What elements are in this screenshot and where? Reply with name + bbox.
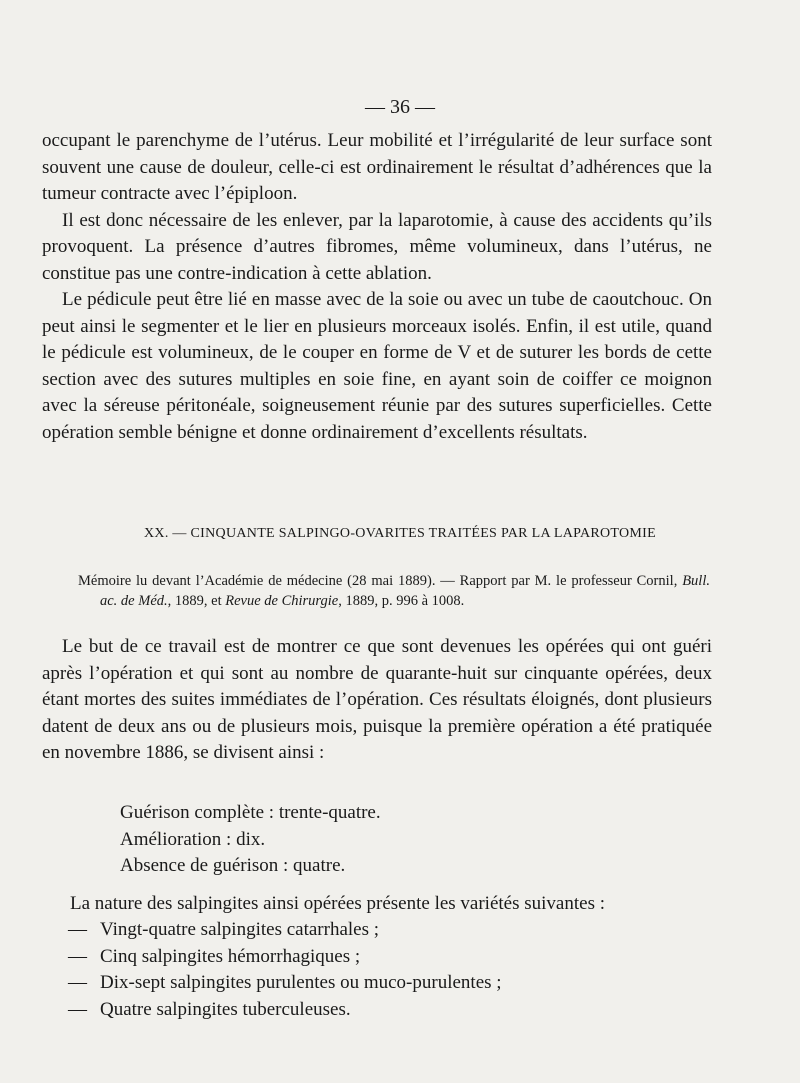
paragraph: Il est donc nécessaire de les enlever, par la laparotomie, à cause des accidents qu’ils provoquent. La présence d’autres fibromes, même volumineux, dans l’utérus, ne constitue pas une contre-indication à cette ablation. xyxy=(42,209,712,284)
citation-mid: , 1889, et xyxy=(167,593,226,609)
citation-lead: Mémoire lu devant l’Académie de médecine (28 mai 1889). — Rapport par M. le professeur Cornil, xyxy=(78,573,683,589)
list-item: Guérison complète : trente-quatre. xyxy=(120,802,381,823)
varieties-list xyxy=(68,917,502,1023)
list-item xyxy=(68,944,502,971)
citation-journal: Bull. ac. de Méd. xyxy=(100,573,710,609)
variety-text: Cinq salpingites hémorrhagiques ; xyxy=(100,945,361,967)
article-citation xyxy=(78,571,710,611)
dash: — xyxy=(68,919,87,940)
list-item xyxy=(68,970,502,997)
variety-text: Vingt-quatre salpingites catarrhales ; xyxy=(100,919,380,940)
dash: — xyxy=(68,945,87,967)
results-list xyxy=(120,800,381,880)
list-item xyxy=(68,917,502,944)
article-body xyxy=(42,634,712,767)
paragraph: occupant le parenchyme de l’utérus. Leur mobilité et l’irrégularité de leur surface sont souvent une cause de douleur, celle-ci est ordinairement le résultat d’adhérences que la tumeur contracte avec l’épiploon. xyxy=(42,130,712,204)
paragraph: Le pédicule peut être lié en masse avec de la soie ou avec un tube de caoutchouc. On peut ainsi le segmenter et le lier en plusieurs morceaux isolés. Enfin, il est utile, quand le pédicule est volumineux, de le couper en forme de V et de suturer les bords de cette section avec des sutures multiples en soie fine, en ayant soin de coiffer ce moignon avec la séreuse péritonéale, soigneusement réunie par des sutures superficielles. Cette opération semble bénigne et donne ordinairement d’excellents résultats. xyxy=(42,289,712,443)
article-heading: XX. — CINQUANTE SALPINGO-OVARITES TRAITÉES PAR LA LAPAROTOMIE xyxy=(144,526,656,541)
citation-journal: Revue de Chirurgie xyxy=(225,593,339,609)
dash: — xyxy=(68,998,87,1020)
varieties-intro: La nature des salpingites ainsi opérées présente les variétés suivantes : xyxy=(70,893,605,914)
dash: — xyxy=(68,972,87,993)
list-item xyxy=(68,997,502,1024)
citation-tail: , 1889, p. 996 à 1008. xyxy=(338,593,465,609)
page-number: — 36 — xyxy=(365,96,435,118)
list-item: Amélioration : dix. xyxy=(120,828,266,850)
continued-text xyxy=(42,128,712,446)
variety-text: Dix-sept salpingites purulentes ou muco-purulentes ; xyxy=(100,972,502,993)
list-item: Absence de guérison : quatre. xyxy=(120,855,346,876)
paragraph: Le but de ce travail est de montrer ce que sont devenues les opérées qui ont guéri après l’opération et qui sont au nombre de quarante-huit sur cinquante opérées, deux étant mortes des suites immédiates de l’opération. Ces résultats éloignés, dont plusieurs datent de deux ans ou de plusieurs mois, puisque la première opération a été pratiquée en novembre 1886, se divisent ainsi : xyxy=(42,636,712,763)
variety-text: Quatre salpingites tuberculeuses. xyxy=(100,998,351,1020)
